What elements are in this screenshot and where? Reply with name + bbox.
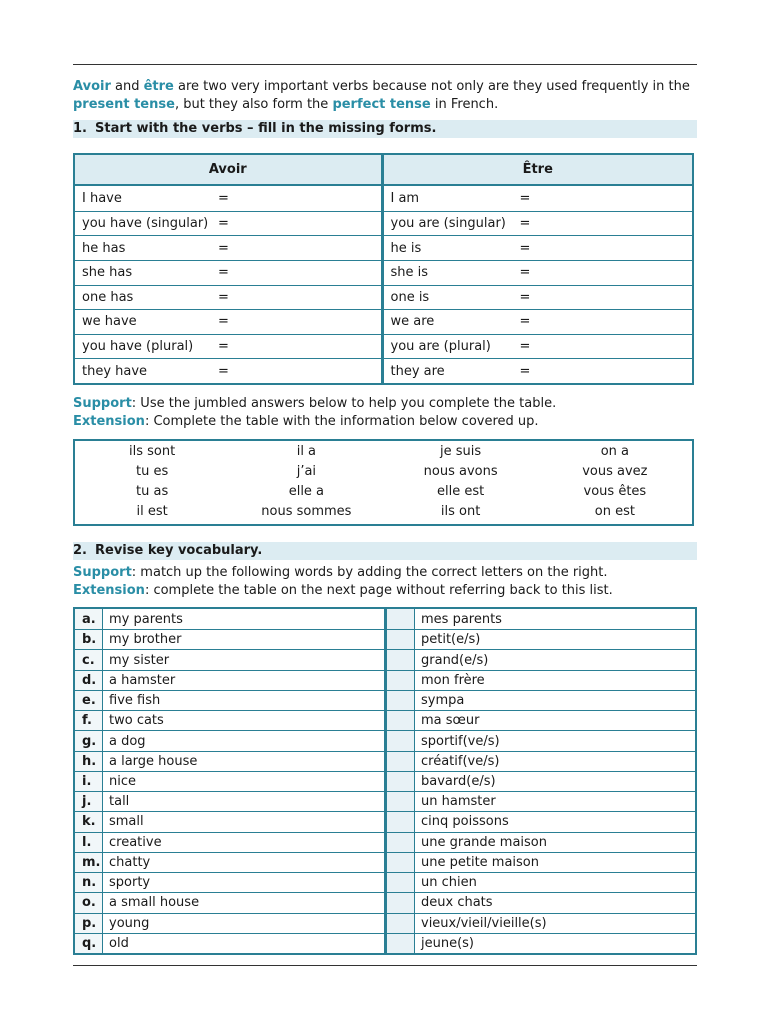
- section-2-heading: [73, 542, 697, 560]
- letter-answer-box[interactable]: [387, 690, 415, 710]
- jumbled-answer: nous sommes: [261, 504, 352, 519]
- english-form: I have: [82, 190, 122, 206]
- support-text: : match up the following words by adding the correct letters on the right.: [131, 565, 608, 580]
- vocab-letter: n.: [75, 872, 103, 892]
- english-form: we are: [390, 314, 435, 330]
- extension-label: Extension: [73, 414, 145, 429]
- jumbled-answers-box: [73, 439, 694, 526]
- support-text: : Use the jumbled answers below to help you complete the table.: [131, 396, 557, 411]
- support-label: Support: [73, 565, 132, 580]
- avoir-term: Avoir: [73, 79, 111, 94]
- avoir-row: [75, 334, 384, 359]
- vocab-french: cinq poissons: [415, 811, 695, 831]
- extension-line: [73, 413, 697, 431]
- bottom-rule: [73, 965, 697, 966]
- vocab-letter: h.: [75, 751, 103, 771]
- vocab-english: two cats: [103, 710, 387, 730]
- vocab-letter: l.: [75, 832, 103, 852]
- english-form: she has: [82, 265, 133, 281]
- letter-answer-box[interactable]: [387, 751, 415, 771]
- vocab-french: créatif(ve/s): [415, 751, 695, 771]
- verb-table: [73, 153, 694, 385]
- jumbled-answer: tu as: [136, 484, 169, 499]
- vocab-english: my parents: [103, 609, 387, 629]
- letter-answer-box[interactable]: [387, 771, 415, 791]
- answer-blank[interactable]: =: [218, 240, 229, 256]
- vocab-french: une grande maison: [415, 832, 695, 852]
- etre-row: [384, 211, 693, 236]
- letter-answer-box[interactable]: [387, 933, 415, 953]
- vocab-french: jeune(s): [415, 933, 695, 953]
- answer-blank[interactable]: =: [218, 314, 229, 330]
- section-title: Revise key vocabulary.: [95, 543, 263, 558]
- extension-label: Extension: [73, 583, 145, 598]
- letter-answer-box[interactable]: [387, 649, 415, 669]
- jumbled-answer: il est: [136, 504, 168, 519]
- answer-blank[interactable]: =: [519, 190, 531, 206]
- vocab-letter: i.: [75, 771, 103, 791]
- avoir-row: [75, 309, 384, 334]
- vocab-french: petit(e/s): [415, 629, 695, 649]
- vocab-letter: d.: [75, 670, 103, 690]
- answer-blank[interactable]: =: [218, 265, 229, 281]
- jumbled-answer: elle a: [288, 484, 325, 499]
- etre-row: [384, 358, 693, 383]
- english-form: you are (singular): [390, 215, 506, 231]
- extension-line: [73, 582, 697, 600]
- jumbled-answer: il a: [296, 444, 317, 459]
- english-form: one has: [82, 289, 134, 305]
- answer-blank[interactable]: =: [519, 215, 531, 231]
- jumbled-answer: ils sont: [129, 444, 176, 459]
- answer-blank[interactable]: =: [218, 339, 229, 355]
- vocab-french: ma sœur: [415, 710, 695, 730]
- avoir-row: [75, 260, 384, 285]
- vocab-letter: c.: [75, 649, 103, 669]
- vocab-french: un hamster: [415, 791, 695, 811]
- english-form: you have (singular): [82, 215, 209, 231]
- letter-answer-box[interactable]: [387, 730, 415, 750]
- vocab-letter: k.: [75, 811, 103, 831]
- english-form: you have (plural): [82, 339, 194, 355]
- avoir-row: [75, 358, 384, 383]
- english-form: they are: [390, 363, 445, 379]
- etre-row: [384, 309, 693, 334]
- vocab-french: vieux/vieil/vieille(s): [415, 913, 695, 933]
- present-tense-term: present tense: [73, 97, 175, 112]
- section-number: 1.: [73, 121, 87, 136]
- vocab-letter: e.: [75, 690, 103, 710]
- answer-blank[interactable]: =: [218, 289, 229, 305]
- intro-text: are two very important verbs because not only are they used frequently in the: [173, 79, 690, 94]
- english-form: one is: [390, 289, 430, 305]
- english-form: we have: [82, 314, 137, 330]
- intro-text: and: [110, 79, 144, 94]
- jumbled-answer: je suis: [440, 444, 482, 459]
- vocab-letter: a.: [75, 609, 103, 629]
- vocab-english: sporty: [103, 872, 387, 892]
- answer-blank[interactable]: =: [218, 215, 229, 231]
- support-label: Support: [73, 396, 132, 411]
- english-form: he has: [82, 240, 126, 256]
- jumbled-answer: on est: [594, 504, 635, 519]
- intro-text: , but they also form the: [174, 97, 333, 112]
- english-form: she is: [390, 265, 429, 281]
- vocab-english: a hamster: [103, 670, 387, 690]
- jumbled-answer: ils ont: [440, 504, 481, 519]
- letter-answer-box[interactable]: [387, 832, 415, 852]
- vocab-english: chatty: [103, 852, 387, 872]
- letter-answer-box[interactable]: [387, 852, 415, 872]
- answer-blank[interactable]: =: [519, 240, 531, 256]
- vocab-english: young: [103, 913, 387, 933]
- section-1-heading: [73, 120, 697, 138]
- vocab-letter: g.: [75, 730, 103, 750]
- letter-answer-box[interactable]: [387, 629, 415, 649]
- vocab-letter: m.: [75, 852, 103, 872]
- vocab-english: tall: [103, 791, 387, 811]
- etre-row: [384, 186, 693, 211]
- avoir-row: [75, 235, 384, 260]
- english-form: he is: [390, 240, 422, 256]
- etre-row: [384, 285, 693, 310]
- vocab-english: old: [103, 933, 387, 953]
- english-form: I am: [390, 190, 420, 206]
- extension-text: : Complete the table with the information below covered up.: [144, 414, 539, 429]
- english-form: they have: [82, 363, 148, 379]
- answer-blank[interactable]: =: [519, 265, 531, 281]
- perfect-tense-term: perfect tense: [332, 97, 431, 112]
- avoir-row: [75, 186, 384, 211]
- vocab-letter: o.: [75, 892, 103, 912]
- letter-answer-box[interactable]: [387, 811, 415, 831]
- vocab-french: sportif(ve/s): [415, 730, 695, 750]
- vocab-letter: p.: [75, 913, 103, 933]
- jumbled-answer: tu es: [136, 464, 169, 479]
- vocab-english: my sister: [103, 649, 387, 669]
- etre-row: [384, 334, 693, 359]
- vocab-letter: q.: [75, 933, 103, 953]
- vocab-french: mon frère: [415, 670, 695, 690]
- answer-blank[interactable]: =: [218, 363, 229, 379]
- jumbled-answer: vous avez: [582, 464, 648, 479]
- jumbled-answer: nous avons: [423, 464, 498, 479]
- jumbled-answer: elle est: [437, 484, 485, 499]
- vocab-french: deux chats: [415, 892, 695, 912]
- vocab-french: bavard(e/s): [415, 771, 695, 791]
- letter-answer-box[interactable]: [387, 609, 415, 629]
- avoir-row: [75, 285, 384, 310]
- vocab-french: sympa: [415, 690, 695, 710]
- vocabulary-table: [73, 607, 697, 955]
- vocab-english: five fish: [103, 690, 387, 710]
- intro-text: in French.: [430, 97, 499, 112]
- top-rule: [73, 64, 697, 65]
- jumbled-answer: j’ai: [296, 464, 317, 479]
- etre-header: Être: [384, 155, 693, 186]
- etre-row: [384, 260, 693, 285]
- vocab-english: a small house: [103, 892, 387, 912]
- english-form: you are (plural): [390, 339, 491, 355]
- vocab-french: grand(e/s): [415, 649, 695, 669]
- extension-text: : complete the table on the next page without referring back to this list.: [144, 583, 613, 598]
- support-line: [73, 564, 697, 582]
- letter-answer-box[interactable]: [387, 710, 415, 730]
- letter-answer-box[interactable]: [387, 791, 415, 811]
- vocab-english: a large house: [103, 751, 387, 771]
- section-number: 2.: [73, 543, 87, 558]
- vocab-french: une petite maison: [415, 852, 695, 872]
- vocab-letter: b.: [75, 629, 103, 649]
- vocab-letter: f.: [75, 710, 103, 730]
- vocab-french: mes parents: [421, 611, 502, 627]
- vocab-english: small: [103, 811, 387, 831]
- jumbled-answer: on a: [600, 444, 630, 459]
- etre-term: être: [143, 79, 174, 94]
- vocab-english: my brother: [103, 629, 387, 649]
- answer-blank[interactable]: =: [519, 363, 531, 379]
- letter-answer-box[interactable]: [387, 670, 415, 690]
- answer-blank[interactable]: =: [218, 190, 229, 206]
- intro-paragraph: [73, 78, 697, 114]
- answer-blank[interactable]: =: [519, 289, 531, 305]
- answer-blank[interactable]: =: [519, 339, 531, 355]
- avoir-header: Avoir: [75, 155, 384, 186]
- vocab-letter: j.: [75, 791, 103, 811]
- vocab-english: a dog: [103, 730, 387, 750]
- letter-answer-box[interactable]: [387, 872, 415, 892]
- letter-answer-box[interactable]: [387, 892, 415, 912]
- etre-row: [384, 235, 693, 260]
- answer-blank[interactable]: =: [519, 314, 531, 330]
- letter-answer-box[interactable]: [387, 913, 415, 933]
- vocab-english: creative: [103, 832, 387, 852]
- jumbled-answer: vous êtes: [583, 484, 647, 499]
- vocab-french: un chien: [415, 872, 695, 892]
- support-line: [73, 395, 697, 413]
- vocab-english: nice: [103, 771, 387, 791]
- section-title: Start with the verbs – fill in the missing forms.: [95, 121, 437, 136]
- avoir-row: [75, 211, 384, 236]
